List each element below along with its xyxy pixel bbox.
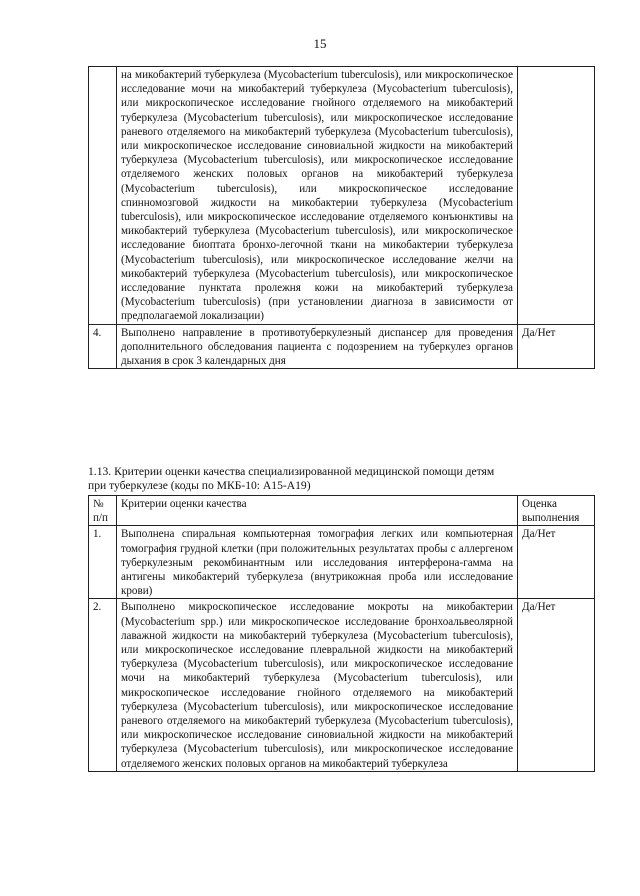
rating-cell: Да/Нет	[518, 599, 595, 771]
section-heading-line: 1.13. Критерии оценки качества специализированной медицинской помощи детям	[88, 465, 495, 478]
table-row	[89, 324, 595, 369]
table-row	[89, 599, 595, 771]
table-row	[89, 67, 595, 325]
page-number: 15	[313, 36, 327, 51]
row-number: 2.	[89, 599, 117, 771]
table-row	[89, 526, 595, 599]
header-rating: Оценка выполнения	[518, 496, 595, 526]
criteria-text: Выполнена спиральная компьютерная томография легких или компьютерная томография грудной клетки (при положительных результатах пробы с аллергеном туберкулезным рекомбинантным или исследования интерферона-гамма на антигены микобактерий туберкулеза (внутрикожная проба или исследование крови)	[117, 526, 518, 599]
rating-cell: Да/Нет	[518, 324, 595, 369]
rating-cell	[518, 67, 595, 325]
table-header-row	[89, 496, 595, 526]
criteria-table	[88, 495, 595, 772]
row-number: 4.	[89, 324, 117, 369]
rating-cell: Да/Нет	[518, 526, 595, 599]
header-criteria: Критерии оценки качества	[117, 496, 518, 526]
section-heading	[88, 465, 595, 493]
criteria-text: Выполнено направление в противотуберкулезный диспансер для проведения дополнительного обследования пациента с подозрением на туберкулез органов дыхания в срок 3 календарных дня	[117, 324, 518, 369]
row-number	[89, 67, 117, 325]
criteria-text: Выполнено микроскопическое исследование мокроты на микобактерии (Mycobacterium spp.) или микроскопическое исследование бронхоальвеолярной лаважной жидкости на микобактерий туберкулеза (Mycobacterium tuberculosis), или микроскопическое исследование плевральной жидкости на микобактерий туберкулеза (Mycobacterium tuberculosis), или микроскопическое исследование мочи на микобактерий туберкулеза (Mycobacterium tuberculosis), или микроскопическое исследование гнойного отделяемого на микобактерий туберкулеза (Mycobacterium tuberculosis), или микроскопическое исследование раневого отделяемого на микобактерий туберкулеза (Mycobacterium tuberculosis), или микроскопическое исследование синовиальной жидкости на микобактерий туберкулеза (Mycobacterium tuberculosis), или микроскопическое исследование отделяемого женских половых органов на микобактерий туберкулеза	[117, 599, 518, 771]
header-number: № п/п	[89, 496, 117, 526]
criteria-table-continued	[88, 66, 595, 369]
section-heading-line: при туберкулезе (коды по МКБ-10: A15-A19)	[88, 479, 311, 492]
row-number: 1.	[89, 526, 117, 599]
criteria-text: на микобактерий туберкулеза (Mycobacterium tuberculosis), или микроскопическое исследование мочи на микобактерий туберкулеза (Mycobacterium tuberculosis), или микроскопическое исследование гнойного отделяемого на микобактерий туберкулеза (Mycobacterium tuberculosis), или микроскопическое исследование раневого отделяемого на микобактерий туберкулеза (Mycobacterium tuberculosis), или микроскопическое исследование синовиальной жидкости на микобактерий туберкулеза (Mycobacterium tuberculosis), или микроскопическое исследование отделяемого женских половых органов на микобактерий туберкулеза (Mycobacterium tuberculosis), или микроскопическое исследование спинномозговой жидкости на микобактерии туберкулеза (Mycobacterium tuberculosis), или микроскопическое исследование отделяемого конъюнктивы на микобактерий туберкулеза (Mycobacterium tuberculosis), или микроскопическое исследование биоптата бронхо-легочной ткани на микобактерии туберкулеза (Mycobacterium tuberculosis), или микроскопическое исследование желчи на микобактерий туберкулеза (Mycobacterium tuberculosis), или микроскопическое исследование пунктата пролежня кожи на микобактерий туберкулеза (Mycobacterium tuberculosis) (при установлении диагноза в зависимости от предполагаемой локализации)	[117, 67, 518, 325]
